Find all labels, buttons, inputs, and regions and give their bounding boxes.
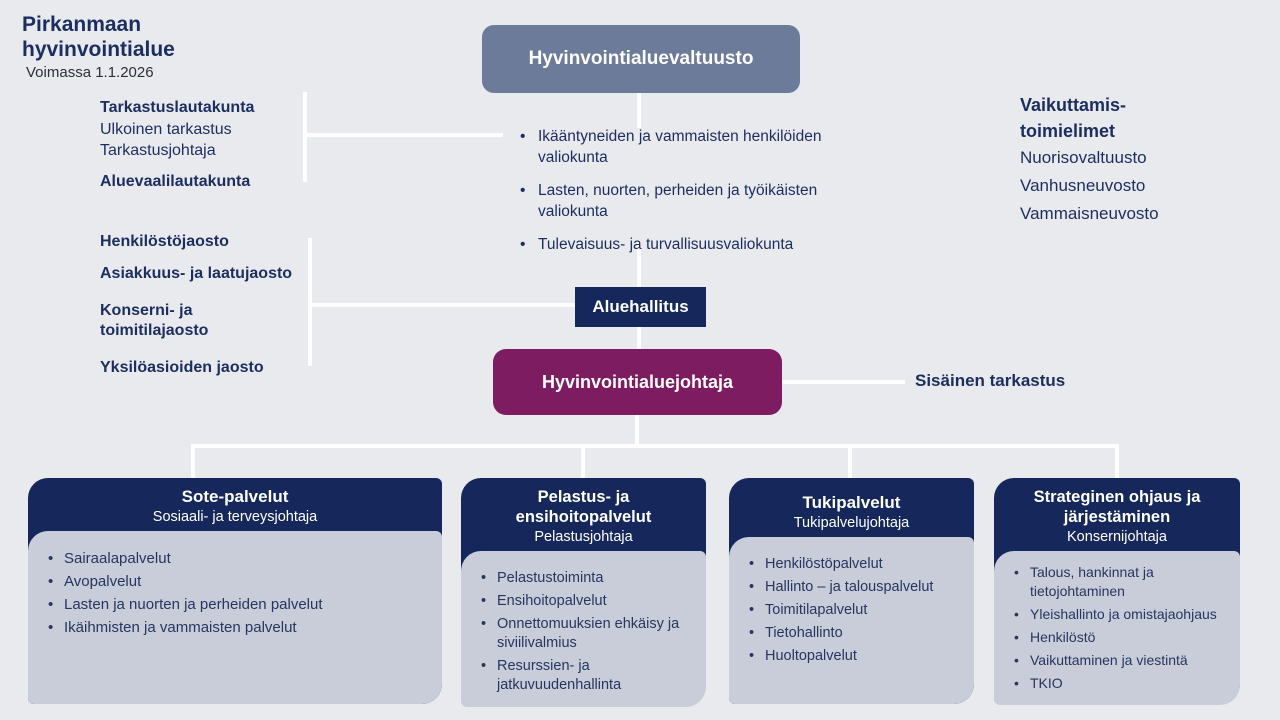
card-item: • Lasten ja nuorten ja perheiden palvelut xyxy=(44,595,434,614)
committee-item: • Lasten, nuorten, perheiden ja työikäisten valiokunta xyxy=(514,180,859,222)
committee-list xyxy=(514,126,859,267)
connector-left-top-vertical xyxy=(303,92,307,182)
card-item: • Hallinto – ja talouspalvelut xyxy=(745,578,966,597)
card-body xyxy=(994,551,1240,705)
influence-bodies-title-line-1: Vaikuttamis- xyxy=(1020,95,1127,115)
influence-bodies-group xyxy=(1020,92,1159,228)
external-audit-label: Ulkoinen tarkastus xyxy=(100,121,232,138)
connector-left-mid-vertical xyxy=(308,238,312,366)
youth-council-label: Nuorisovaltuusto xyxy=(1020,148,1147,167)
regional-board-label: Aluehallitus xyxy=(592,297,689,316)
connector-cards-horizontal xyxy=(191,444,1119,448)
card-item: • Tietohallinto xyxy=(745,624,966,643)
connector-drop-card-2 xyxy=(581,444,585,478)
card-item: • Ensihoitopalvelut xyxy=(477,592,698,611)
card-title: Strateginen ohjaus ja järjestäminen xyxy=(1033,488,1201,526)
card-item: • Huoltopalvelut xyxy=(745,647,966,666)
card-subtitle: Tukipalvelujohtaja xyxy=(793,515,910,531)
card-support-services xyxy=(729,478,974,704)
election-board-label: Aluevaalilautakunta xyxy=(100,173,251,190)
connector-drop-card-4 xyxy=(1115,444,1119,478)
regional-board-box xyxy=(575,287,706,327)
logo-line-2: hyvinvointialue xyxy=(22,38,175,61)
card-item: • Onnettomuuksien ehkäisy ja siviilivalmius xyxy=(477,615,698,653)
committee-item: • Ikääntyneiden ja vammaisten henkilöiden valiokunta xyxy=(514,126,859,168)
group-premises-section-label: Konserni- ja toimitilajaosto xyxy=(100,302,209,339)
elderly-council-label: Vanhusneuvosto xyxy=(1020,176,1146,195)
card-item: • Pelastustoiminta xyxy=(477,569,698,588)
card-subtitle: Konsernijohtaja xyxy=(1067,529,1167,545)
disability-council-label: Vammaisneuvosto xyxy=(1020,204,1159,223)
card-item: • Henkilöstö xyxy=(1010,628,1232,647)
connector-left-top-horizontal xyxy=(303,133,503,137)
card-header xyxy=(994,478,1240,551)
card-item: • Sairaalapalvelut xyxy=(44,549,434,568)
card-rescue-services xyxy=(461,478,706,704)
org-logo xyxy=(22,12,175,62)
committee-item: • Tulevaisuus- ja turvallisuusvaliokunta xyxy=(514,234,859,255)
council-box xyxy=(482,25,800,93)
card-item: • Toimitilapalvelut xyxy=(745,601,966,620)
card-body xyxy=(729,537,974,704)
card-title: Tukipalvelut xyxy=(802,493,901,512)
internal-audit-label: Sisäinen tarkastus xyxy=(915,371,1066,390)
card-sote-services xyxy=(28,478,442,704)
personnel-section-label: Henkilöstöjaosto xyxy=(100,233,229,250)
card-strategic-steering xyxy=(994,478,1240,704)
card-header xyxy=(28,478,442,531)
card-item: • Ikäihmisten ja vammaisten palvelut xyxy=(44,618,434,637)
connector-drop-card-3 xyxy=(848,444,852,478)
card-item: • Talous, hankinnat ja tietojohtaminen xyxy=(1010,563,1232,601)
card-item: • Resurssien- ja jatkuvuudenhallinta xyxy=(477,657,698,695)
connector-council-stem-top xyxy=(637,93,641,128)
connector-left-mid-horizontal xyxy=(308,303,575,307)
card-header xyxy=(461,478,706,551)
influence-bodies-title-line-2: toimielimet xyxy=(1020,121,1116,141)
card-item: • Vaikuttaminen ja viestintä xyxy=(1010,651,1232,670)
logo-line-1: Pirkanmaan xyxy=(22,13,142,36)
card-item: • TKIO xyxy=(1010,674,1232,693)
connector-board-director xyxy=(637,327,641,349)
card-subtitle: Sosiaali- ja terveysjohtaja xyxy=(152,509,318,525)
county-director-box xyxy=(493,349,782,415)
connector-director-stem xyxy=(635,415,639,447)
card-item: • Yleishallinto ja omistajaohjaus xyxy=(1010,605,1232,624)
county-director-label: Hyvinvointialuejohtaja xyxy=(541,371,734,392)
card-body xyxy=(28,531,442,704)
card-header xyxy=(729,478,974,537)
connector-drop-card-1 xyxy=(191,444,195,478)
card-subtitle: Pelastusjohtaja xyxy=(534,529,633,545)
card-body xyxy=(461,551,706,707)
card-item: • Avopalvelut xyxy=(44,572,434,591)
card-item: • Henkilöstöpalvelut xyxy=(745,555,966,574)
card-title: Pelastus- ja ensihoitopalvelut xyxy=(515,488,652,526)
validity-date: Voimassa 1.1.2026 xyxy=(26,64,154,81)
audit-committee-label: Tarkastuslautakunta xyxy=(100,99,255,116)
individual-matters-section-label: Yksilöasioiden jaosto xyxy=(100,359,264,376)
council-label: Hyvinvointialuevaltuusto xyxy=(528,48,754,69)
audit-director-label: Tarkastusjohtaja xyxy=(100,142,216,159)
customer-quality-section-label: Asiakkuus- ja laatujaosto xyxy=(100,265,293,282)
connector-internal-audit xyxy=(782,380,905,384)
card-title: Sote-palvelut xyxy=(181,487,289,506)
